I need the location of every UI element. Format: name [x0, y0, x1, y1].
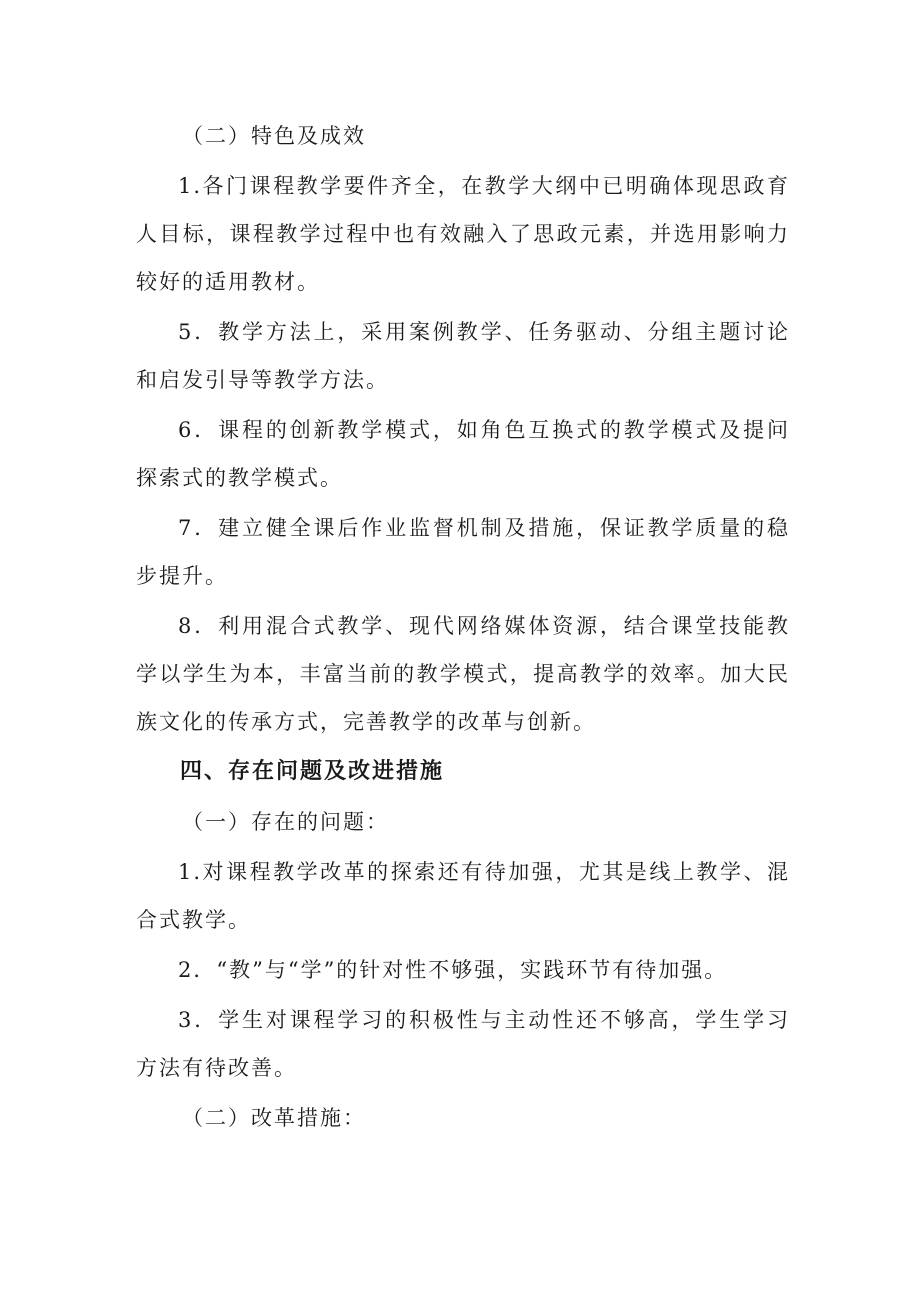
paragraph-item-6: 6．课程的创新教学模式，如角色互换式的教学模式及提问探索式的教学模式。: [136, 418, 790, 490]
section-heading-problems: 四、存在问题及改进措施: [180, 759, 445, 784]
subheading-existing-problems: （一）存在的问题：: [182, 810, 389, 834]
paragraph-problem-2: 2．“教”与“学”的针对性不够强，实践环节有待加强。: [178, 958, 728, 982]
subheading-reform-measures: （二）改革措施：: [182, 1106, 366, 1130]
paragraph-item-5: 5．教学方法上，采用案例教学、任务驱动、分组主题讨论和启发引导等教学方法。: [136, 320, 790, 392]
subheading-features: （二）特色及成效: [182, 124, 366, 148]
paragraph-problem-3: 3．学生对课程学习的积极性与主动性还不够高，学生学习方法有待改善。: [136, 1008, 790, 1080]
paragraph-item-7: 7．建立健全课后作业监督机制及措施，保证教学质量的稳步提升。: [136, 516, 790, 588]
document-page: [136, 112, 790, 1142]
paragraph-item-8: 8．利用混合式教学、现代网络媒体资源，结合课堂技能教学以学生为本，丰富当前的教学模式，提高教学的效率。加大民族文化的传承方式，完善教学的改革与创新。: [136, 614, 790, 734]
paragraph-problem-1: 1.对课程教学改革的探索还有待加强，尤其是线上教学、混合式教学。: [136, 860, 790, 932]
paragraph-item-1: 1.各门课程教学要件齐全，在教学大纲中已明确体现思政育人目标，课程教学过程中也有效融入了思政元素，并选用影响力较好的适用教材。: [136, 174, 790, 294]
